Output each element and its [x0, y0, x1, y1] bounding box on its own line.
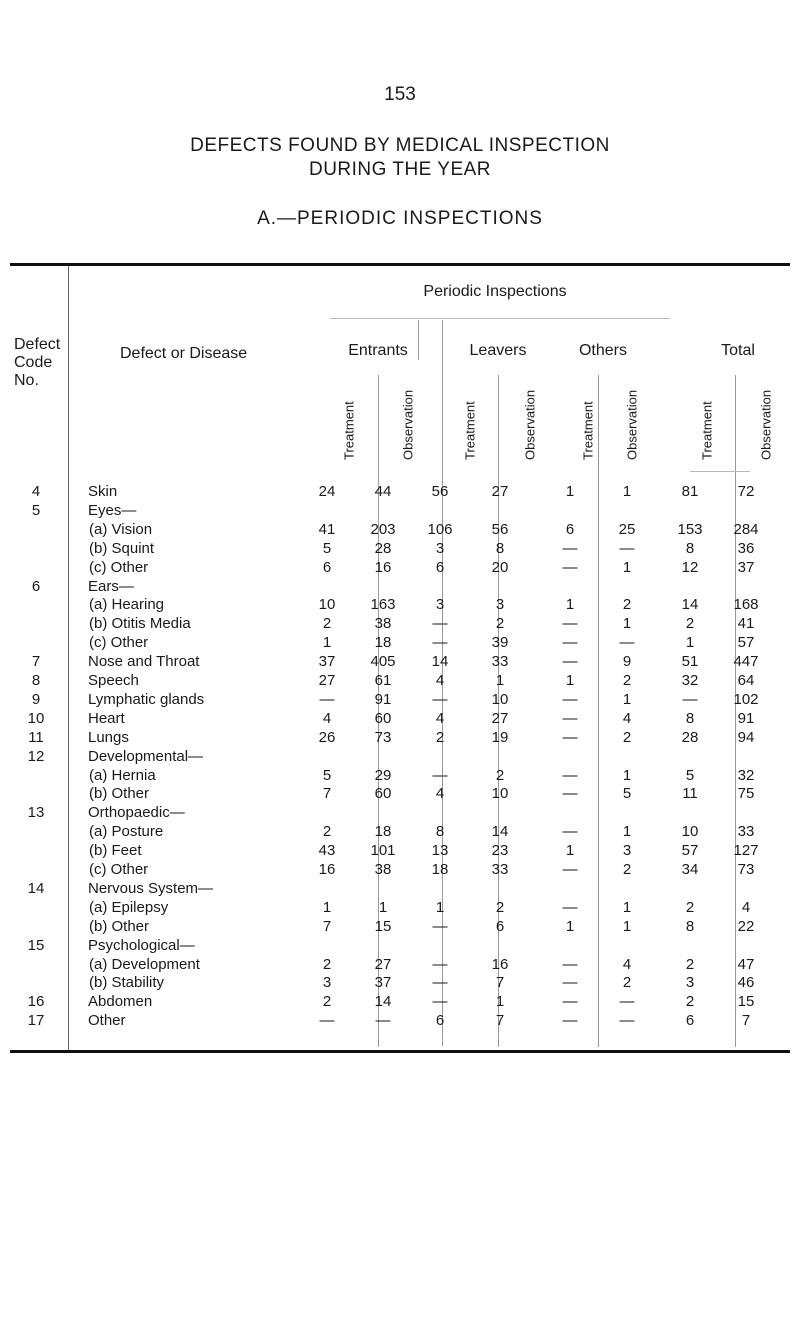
defect-label: (c) Other: [89, 634, 149, 652]
defect-label: Orthopaedic—: [88, 804, 185, 822]
table-cell: 3: [322, 974, 332, 992]
table-cell: 2: [622, 728, 632, 746]
table-cell: 6: [435, 1012, 445, 1030]
table-cell: —: [562, 1012, 578, 1030]
table-cell: —: [619, 539, 635, 557]
table-cell: 12: [681, 558, 699, 576]
table-cell: 4: [622, 709, 632, 727]
table-cell: 6: [435, 558, 445, 576]
table-cell: 14: [681, 596, 699, 614]
table-cell: 47: [737, 955, 755, 973]
table-cell: 73: [374, 728, 392, 746]
table-cell: 6: [685, 1012, 695, 1030]
table-row: [0, 672, 800, 690]
table-cell: 27: [491, 709, 509, 727]
defect-label: Abdomen: [88, 993, 153, 1011]
table-cell: —: [319, 1012, 335, 1030]
table-cell: 3: [435, 539, 445, 557]
table-cell: 56: [491, 520, 509, 538]
table-cell: 2: [685, 955, 695, 973]
defect-code: 7: [31, 653, 41, 671]
table-cell: —: [562, 766, 578, 784]
table-cell: 44: [374, 483, 392, 500]
subheader-treatment: Treatment: [341, 401, 357, 460]
table-cell: 36: [737, 539, 755, 557]
table-cell: 4: [622, 955, 632, 973]
table-cell: 8: [685, 539, 695, 557]
table-cell: 28: [374, 539, 392, 557]
table-cell: 7: [495, 1012, 505, 1030]
table-cell: 33: [491, 861, 509, 878]
subheader-observation: Observation: [400, 389, 416, 460]
defect-label: Heart: [88, 709, 125, 727]
table-cell: 4: [435, 672, 445, 689]
table-cell: 27: [491, 483, 509, 500]
table-cell: 7: [495, 974, 505, 992]
total-header-rule: [690, 471, 750, 472]
table-cell: 1: [565, 672, 575, 689]
table-cell: —: [562, 690, 578, 708]
table-cell: 5: [685, 766, 695, 784]
table-cell: 1: [622, 898, 632, 916]
table-cell: 1: [495, 993, 505, 1011]
table-cell: 2: [322, 823, 332, 841]
table-cell: 1: [565, 483, 575, 500]
table-cell: 7: [741, 1012, 751, 1030]
defect-label: Lymphatic glands: [88, 690, 205, 708]
table-cell: 20: [491, 558, 509, 576]
table-cell: 64: [737, 672, 755, 689]
defect-label: Nose and Throat: [88, 653, 200, 671]
defect-label: (b) Other: [89, 785, 150, 803]
defect-code: 10: [27, 709, 45, 727]
defect-code: 12: [27, 747, 45, 765]
subheader-observation: Observation: [624, 389, 640, 460]
table-cell: 39: [491, 634, 509, 652]
table-row: [0, 1012, 800, 1030]
table-row: [0, 691, 800, 709]
table-cell: —: [432, 993, 448, 1011]
defect-code: 13: [27, 804, 45, 822]
table-cell: —: [562, 974, 578, 992]
table-row: [0, 823, 800, 841]
table-cell: —: [319, 690, 335, 708]
defect-label: (a) Hearing: [89, 596, 165, 614]
table-cell: 6: [495, 917, 505, 935]
table-cell: 3: [435, 596, 445, 614]
table-cell: 38: [374, 615, 392, 633]
table-cell: 73: [737, 861, 755, 878]
table-cell: —: [432, 974, 448, 992]
table-row: [0, 861, 800, 879]
defect-label: (a) Hernia: [89, 766, 156, 784]
defect-code: 15: [27, 936, 45, 954]
table-cell: 24: [318, 483, 336, 500]
table-cell: 1: [565, 917, 575, 935]
table-cell: 5: [322, 766, 332, 784]
table-cell: 1: [622, 690, 632, 708]
table-row: [0, 502, 800, 520]
table-cell: 4: [435, 785, 445, 803]
table-cell: 18: [431, 861, 449, 878]
table-cell: —: [619, 1012, 635, 1030]
table-cell: 56: [431, 483, 449, 500]
table-cell: —: [562, 634, 578, 652]
subheader-treatment: Treatment: [580, 401, 596, 460]
table-row: [0, 767, 800, 785]
table-cell: 5: [322, 539, 332, 557]
table-row: [0, 842, 800, 860]
table-cell: 57: [681, 842, 699, 860]
table-cell: 33: [491, 653, 509, 671]
table-row: [0, 653, 800, 671]
subheader-treatment: Treatment: [462, 401, 478, 460]
table-cell: —: [432, 690, 448, 708]
table-cell: 8: [435, 823, 445, 841]
table-cell: —: [432, 615, 448, 633]
table-cell: 2: [322, 993, 332, 1011]
code-header-line: Code: [14, 354, 53, 371]
table-row: [0, 937, 800, 955]
table-cell: 3: [495, 596, 505, 614]
defect-code: 9: [31, 690, 41, 708]
table-cell: 5: [622, 785, 632, 803]
table-cell: 19: [491, 728, 509, 746]
table-cell: —: [562, 823, 578, 841]
table-cell: —: [562, 728, 578, 746]
table-row: [0, 956, 800, 974]
defect-header: Defect or Disease: [120, 345, 248, 362]
code-header: [14, 336, 60, 390]
table-cell: 106: [427, 520, 453, 538]
table-cell: 26: [318, 728, 336, 746]
section-title: A.—PERIODIC INSPECTIONS: [257, 208, 543, 229]
header-entrants: Entrants: [348, 342, 408, 359]
defect-label: Skin: [88, 483, 118, 500]
defect-code: 5: [31, 501, 41, 519]
table-cell: 14: [431, 653, 449, 671]
defect-label: (c) Other: [89, 558, 149, 576]
defect-label: (a) Posture: [89, 823, 164, 841]
subheader-treatment: Treatment: [699, 401, 715, 460]
defect-code: 11: [28, 728, 44, 746]
table-cell: 2: [685, 615, 695, 633]
table-row: [0, 596, 800, 614]
table-cell: 43: [318, 842, 336, 860]
table-row: [0, 578, 800, 596]
table-cell: 10: [491, 690, 509, 708]
defect-code: 17: [27, 1012, 45, 1030]
table-row: [0, 748, 800, 766]
table-row: [0, 974, 800, 992]
table-cell: 1: [322, 634, 332, 652]
table-cell: 101: [370, 842, 396, 860]
table-cell: 16: [318, 861, 336, 878]
table-cell: 6: [322, 558, 332, 576]
group-header: Periodic Inspections: [423, 283, 567, 300]
table-cell: 1: [622, 615, 632, 633]
table-row: [0, 521, 800, 539]
table-cell: —: [562, 558, 578, 576]
table-cell: 29: [374, 766, 392, 784]
table-cell: 6: [565, 520, 575, 538]
table-cell: 1: [378, 898, 388, 916]
group-header-rule: [330, 318, 670, 319]
table-row: [0, 880, 800, 898]
table-cell: 27: [374, 955, 392, 973]
table-cell: 2: [685, 898, 695, 916]
table-cell: 91: [374, 690, 392, 708]
table-cell: —: [562, 785, 578, 803]
table-cell: —: [562, 993, 578, 1011]
table-cell: 34: [681, 861, 699, 878]
table-row: [0, 615, 800, 633]
defect-label: (a) Development: [89, 955, 200, 973]
table-cell: —: [432, 917, 448, 935]
table-cell: 2: [495, 898, 505, 916]
table-cell: 1: [622, 558, 632, 576]
table-cell: 3: [622, 842, 632, 860]
table-cell: 1: [565, 596, 575, 614]
table-cell: 2: [622, 861, 632, 878]
table-cell: 7: [322, 785, 332, 803]
defect-code: 8: [31, 672, 41, 689]
table-cell: 37: [737, 558, 755, 576]
table-cell: 1: [565, 842, 575, 860]
subheader-observation: Observation: [758, 389, 774, 460]
table-cell: 28: [681, 728, 699, 746]
table-cell: 2: [622, 672, 632, 689]
defect-code: 14: [27, 879, 45, 897]
defect-label: Other: [88, 1012, 126, 1030]
table-cell: 4: [435, 709, 445, 727]
table-cell: 1: [685, 634, 695, 652]
table-cell: 7: [322, 917, 332, 935]
table-cell: 1: [622, 766, 632, 784]
table-cell: —: [562, 955, 578, 973]
table-cell: 61: [374, 672, 392, 689]
defect-label: Nervous System—: [88, 879, 214, 897]
table-cell: 38: [374, 861, 392, 878]
defect-label: (b) Otitis Media: [89, 615, 191, 633]
defect-label: Eyes—: [88, 501, 137, 519]
table-row: [0, 785, 800, 803]
table-cell: —: [375, 1012, 391, 1030]
table-cell: —: [682, 690, 698, 708]
table-cell: 18: [374, 823, 392, 841]
table-cell: 3: [685, 974, 695, 992]
table-row: [0, 918, 800, 936]
table-cell: 1: [495, 672, 505, 689]
table-cell: —: [432, 955, 448, 973]
defect-label: (a) Vision: [89, 520, 153, 538]
header-leavers: Leavers: [469, 342, 527, 359]
defect-label: Ears—: [88, 577, 134, 595]
table-cell: 37: [374, 974, 392, 992]
table-row: [0, 729, 800, 747]
table-cell: 57: [737, 634, 755, 652]
table-row: [0, 559, 800, 577]
defect-label: Speech: [88, 672, 139, 689]
table-cell: 32: [681, 672, 699, 689]
table-cell: —: [562, 653, 578, 671]
page-subtitle: DURING THE YEAR: [308, 159, 492, 180]
table-cell: 91: [737, 709, 755, 727]
table-cell: 1: [622, 823, 632, 841]
table-row: [0, 540, 800, 558]
table-cell: —: [619, 993, 635, 1011]
table-cell: 10: [318, 596, 336, 614]
table-cell: 51: [681, 653, 699, 671]
table-cell: 18: [374, 634, 392, 652]
defect-label: (c) Other: [89, 861, 149, 878]
defect-label: (a) Epilepsy: [89, 898, 169, 916]
defect-code: 4: [31, 483, 41, 500]
table-cell: —: [562, 615, 578, 633]
table-cell: 11: [682, 785, 698, 803]
table-cell: 72: [737, 483, 755, 500]
table-cell: 16: [374, 558, 392, 576]
table-cell: 447: [733, 653, 759, 671]
table-row: [0, 899, 800, 917]
table-cell: 10: [491, 785, 509, 803]
table-cell: 33: [737, 823, 755, 841]
table-cell: 1: [622, 483, 632, 500]
table-cell: 153: [677, 520, 703, 538]
defect-label: Developmental—: [88, 747, 204, 765]
page-title: DEFECTS FOUND BY MEDICAL INSPECTION: [190, 135, 610, 156]
table-cell: 15: [737, 993, 755, 1011]
table-cell: 4: [741, 898, 751, 916]
table-cell: 22: [737, 917, 755, 935]
table-cell: 32: [737, 766, 755, 784]
table-cell: 1: [622, 917, 632, 935]
table-cell: 127: [733, 842, 759, 860]
defect-label: (b) Stability: [89, 974, 165, 992]
table-cell: —: [562, 861, 578, 878]
table-cell: 4: [322, 709, 332, 727]
defect-label: (b) Squint: [89, 539, 155, 557]
table-cell: —: [562, 709, 578, 727]
table-row: [0, 804, 800, 822]
table-cell: 41: [318, 520, 336, 538]
table-cell: 1: [435, 898, 445, 916]
table-cell: 2: [685, 993, 695, 1011]
table-bottom-rule: [10, 1050, 790, 1053]
table-cell: 9: [622, 653, 632, 671]
table-top-rule: [10, 263, 790, 266]
table-cell: 1: [322, 898, 332, 916]
table-cell: —: [432, 634, 448, 652]
table-cell: 37: [318, 653, 336, 671]
table-cell: 284: [733, 520, 759, 538]
table-row: [0, 710, 800, 728]
table-cell: 2: [322, 955, 332, 973]
table-cell: 46: [737, 974, 755, 992]
table-row: [0, 483, 800, 501]
table-cell: 41: [737, 615, 755, 633]
table-cell: 27: [318, 672, 336, 689]
table-row: [0, 634, 800, 652]
code-header-line: No.: [14, 372, 39, 389]
table-cell: 13: [431, 842, 449, 860]
table-cell: 14: [374, 993, 392, 1011]
table-cell: 81: [681, 483, 699, 500]
header-others: Others: [578, 342, 627, 359]
table-row: [0, 993, 800, 1011]
table-cell: 23: [491, 842, 509, 860]
table-cell: —: [432, 766, 448, 784]
table-cell: 2: [322, 615, 332, 633]
table-cell: 75: [737, 785, 755, 803]
defect-label: Psychological—: [88, 936, 195, 954]
table-cell: 102: [733, 690, 759, 708]
table-cell: 8: [685, 709, 695, 727]
table-cell: 16: [491, 955, 509, 973]
table-cell: 25: [618, 520, 636, 538]
table-cell: 8: [685, 917, 695, 935]
table-cell: —: [562, 898, 578, 916]
defect-label: (b) Feet: [89, 842, 142, 860]
table-cell: 203: [370, 520, 396, 538]
defect-label: (b) Other: [89, 917, 150, 935]
table-cell: 15: [374, 917, 392, 935]
table-cell: —: [619, 634, 635, 652]
table-cell: 405: [370, 653, 396, 671]
header-total: Total: [721, 342, 755, 359]
table-cell: 2: [435, 728, 445, 746]
table-cell: 60: [374, 709, 392, 727]
table-cell: 10: [681, 823, 699, 841]
defect-code: 16: [27, 993, 45, 1011]
table-cell: 168: [733, 596, 759, 614]
table-cell: —: [562, 539, 578, 557]
table-cell: 8: [495, 539, 505, 557]
table-cell: 2: [622, 596, 632, 614]
page-number: 153: [384, 84, 416, 105]
table-cell: 94: [737, 728, 755, 746]
subheader-observation: Observation: [522, 389, 538, 460]
defect-code: 6: [31, 577, 41, 595]
table-cell: 163: [370, 596, 396, 614]
table-cell: 60: [374, 785, 392, 803]
code-header-line: Defect: [14, 336, 61, 353]
table-cell: 2: [495, 766, 505, 784]
table-cell: 14: [491, 823, 509, 841]
table-cell: 2: [622, 974, 632, 992]
defect-label: Lungs: [88, 728, 129, 746]
table-cell: 2: [495, 615, 505, 633]
